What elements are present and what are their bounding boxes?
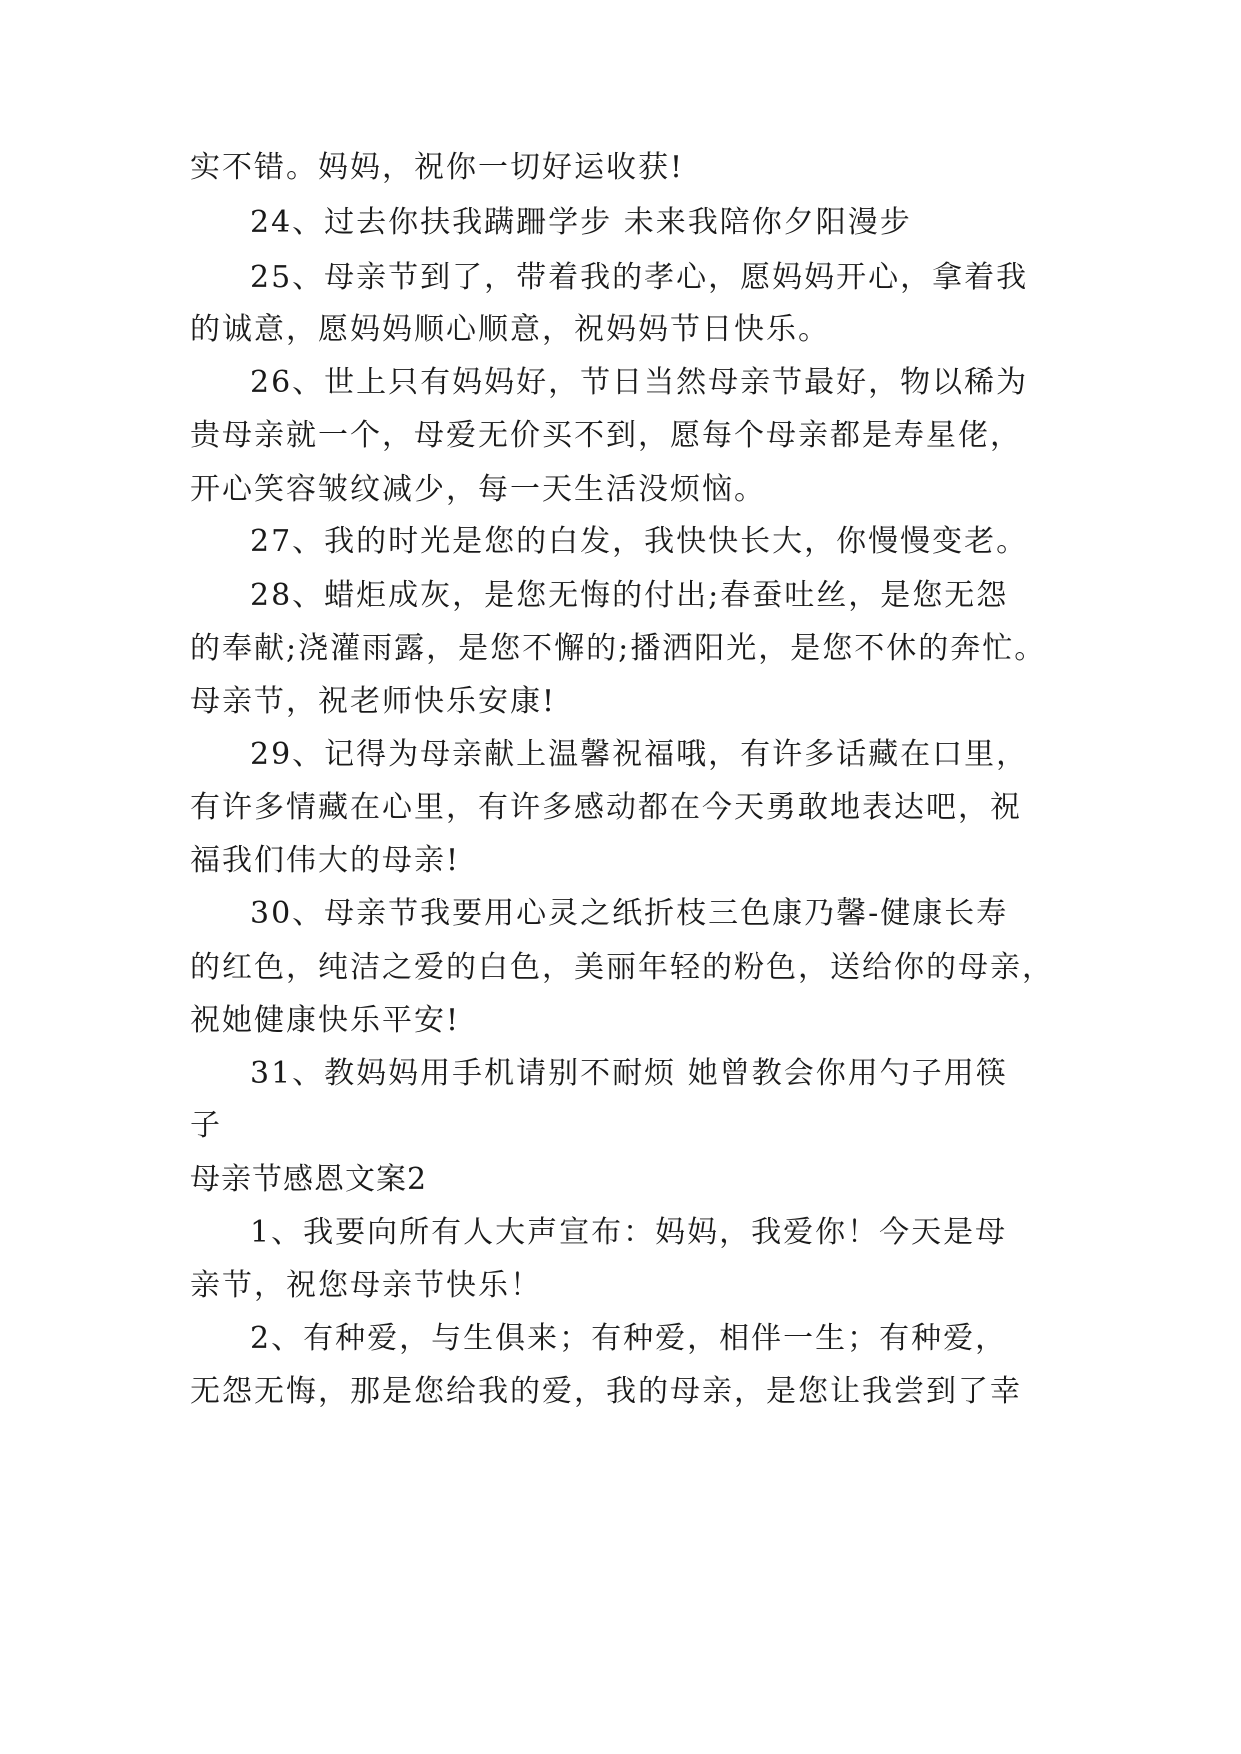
text-line: 无怨无悔，那是您给我的爱，我的母亲，是您让我尝到了幸 bbox=[190, 1374, 1022, 1409]
text-line: 30、母亲节我要用心灵之纸折枝三色康乃馨-健康长寿 bbox=[250, 896, 1009, 931]
text-line: 27、我的时光是您的白发，我快快长大，你慢慢变老。 bbox=[250, 524, 1029, 559]
text-line: 亲节，祝您母亲节快乐！ bbox=[190, 1268, 542, 1303]
text-line: 实不错。妈妈，祝你一切好运收获! bbox=[190, 150, 685, 185]
text-line: 28、蜡炬成灰，是您无悔的付出;春蚕吐丝，是您无怨 bbox=[250, 578, 1009, 613]
text-line: 25、母亲节到了，带着我的孝心，愿妈妈开心，拿着我 bbox=[250, 260, 1029, 295]
text-line: 母亲节，祝老师快乐安康! bbox=[190, 684, 557, 719]
text-line: 的红色，纯洁之爱的白色，美丽年轻的粉色，送给你的母亲， bbox=[190, 950, 1054, 985]
section-heading: 母亲节感恩文案2 bbox=[190, 1162, 428, 1197]
text-line: 31、教妈妈用手机请别不耐烦 她曾教会你用勺子用筷 bbox=[250, 1056, 1008, 1091]
text-line: 开心笑容皱纹减少，每一天生活没烦恼。 bbox=[190, 472, 766, 507]
text-line: 29、记得为母亲献上温馨祝福哦，有许多话藏在口里， bbox=[250, 737, 1029, 772]
text-line: 26、世上只有妈妈好，节日当然母亲节最好，物以稀为 bbox=[250, 365, 1029, 400]
text-line: 有许多情藏在心里，有许多感动都在今天勇敢地表达吧，祝 bbox=[190, 790, 1022, 825]
text-line: 1、我要向所有人大声宣布：妈妈，我爱你！今天是母 bbox=[250, 1215, 1008, 1250]
text-line: 24、过去你扶我蹒跚学步 未来我陪你夕阳漫步 bbox=[250, 205, 912, 240]
text-line: 的奉献;浇灌雨露，是您不懈的;播洒阳光，是您不休的奔忙。 bbox=[190, 631, 1047, 666]
text-line: 福我们伟大的母亲! bbox=[190, 843, 461, 878]
text-line: 2、有种爱，与生俱来；有种爱，相伴一生；有种爱， bbox=[250, 1321, 1008, 1356]
text-line: 的诚意，愿妈妈顺心顺意，祝妈妈节日快乐。 bbox=[190, 312, 830, 347]
text-line: 祝她健康快乐平安! bbox=[190, 1003, 461, 1038]
text-line: 贵母亲就一个，母爱无价买不到，愿每个母亲都是寿星佬， bbox=[190, 418, 1022, 453]
text-line: 子 bbox=[190, 1108, 222, 1143]
